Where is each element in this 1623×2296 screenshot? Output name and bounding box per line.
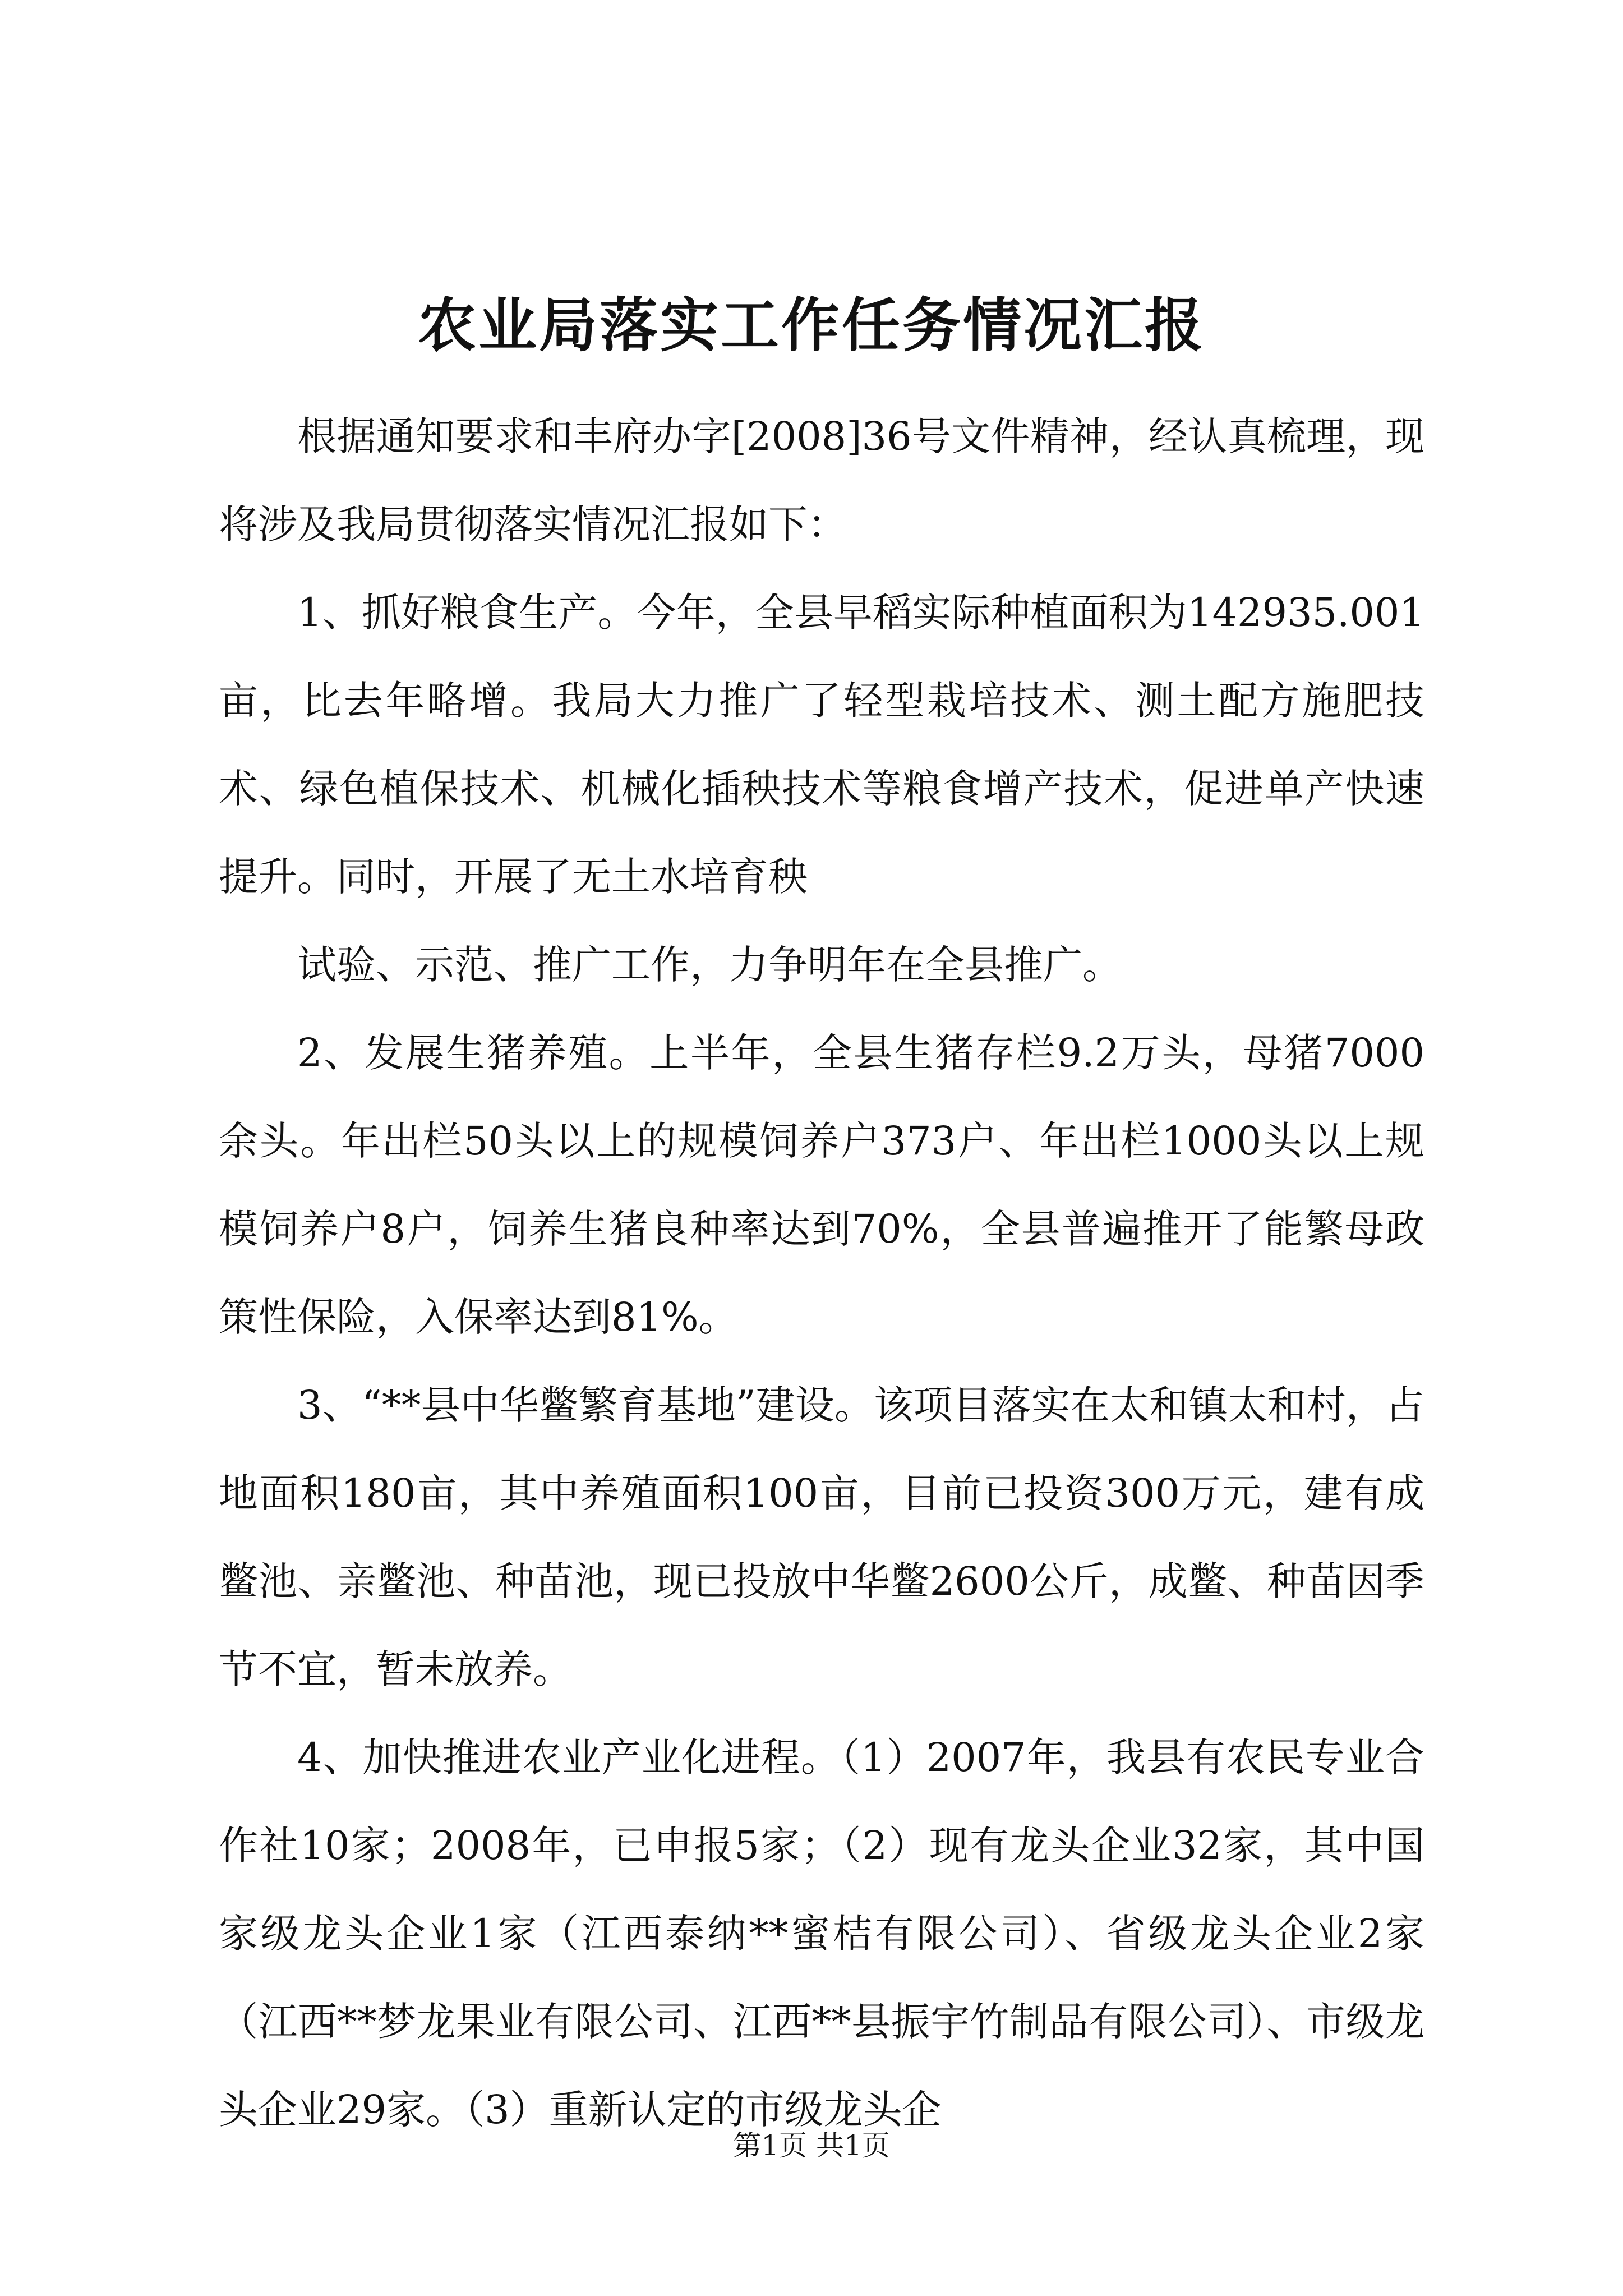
paragraph-industrialization: 4、加快推进农业产业化进程。（1）2007年，我县有农民专业合作社10家；2008年，已申报5家；（2）现有龙头企业32家，其中国家级龙头企业1家（江西泰纳**蜜桔有限公司）、省级龙头企业2家（江西**梦龙果业有限公司、江西**县振宇竹制品有限公司）、市级龙头企业29家。（3）重新认定的市级龙头企: [219, 1734, 1424, 2133]
paragraph-grain-production: 1、抓好粮食生产。今年，全县早稻实际种植面积为142935.001亩，比去年略增。我局大力推广了轻型栽培技术、测土配方施肥技术、绿色植保技术、机械化插秧技术等粮食增产技术，促进单产快速提升。同时，开展了无土水培育秧: [219, 590, 1424, 900]
document-title: 农业局落实工作任务情况汇报: [417, 291, 1205, 360]
paragraph-turtle-base: 3、“**县中华鳖繁育基地”建设。该项目落实在太和镇太和村，占地面积180亩，其中养殖面积100亩，目前已投资300万元，建有成鳖池、亲鳖池、种苗池，现已投放中华鳖2600公斤，成鳖、种苗因季节不宜，暂未放养。: [219, 1382, 1424, 1692]
paragraph-intro: 根据通知要求和丰府办字[2008]36号文件精神，经认真梳理，现将涉及我局贯彻落实情况汇报如下：: [219, 413, 1424, 547]
paragraph-grain-continuation: 试验、示范、推广工作，力争明年在全县推广。: [297, 942, 1122, 988]
document-body: [219, 393, 1424, 2154]
paragraph-pig-farming: 2、发展生猪养殖。上半年，全县生猪存栏9.2万头，母猪7000余头。年出栏50头以上的规模饲养户373户、年出栏1000头以上规模饲养户8户，饲养生猪良种率达到70%，全县普遍推开了能繁母政策性保险，入保率达到81%。: [219, 1030, 1424, 1340]
page-number-footer: 第1页 共1页: [733, 2129, 890, 2162]
